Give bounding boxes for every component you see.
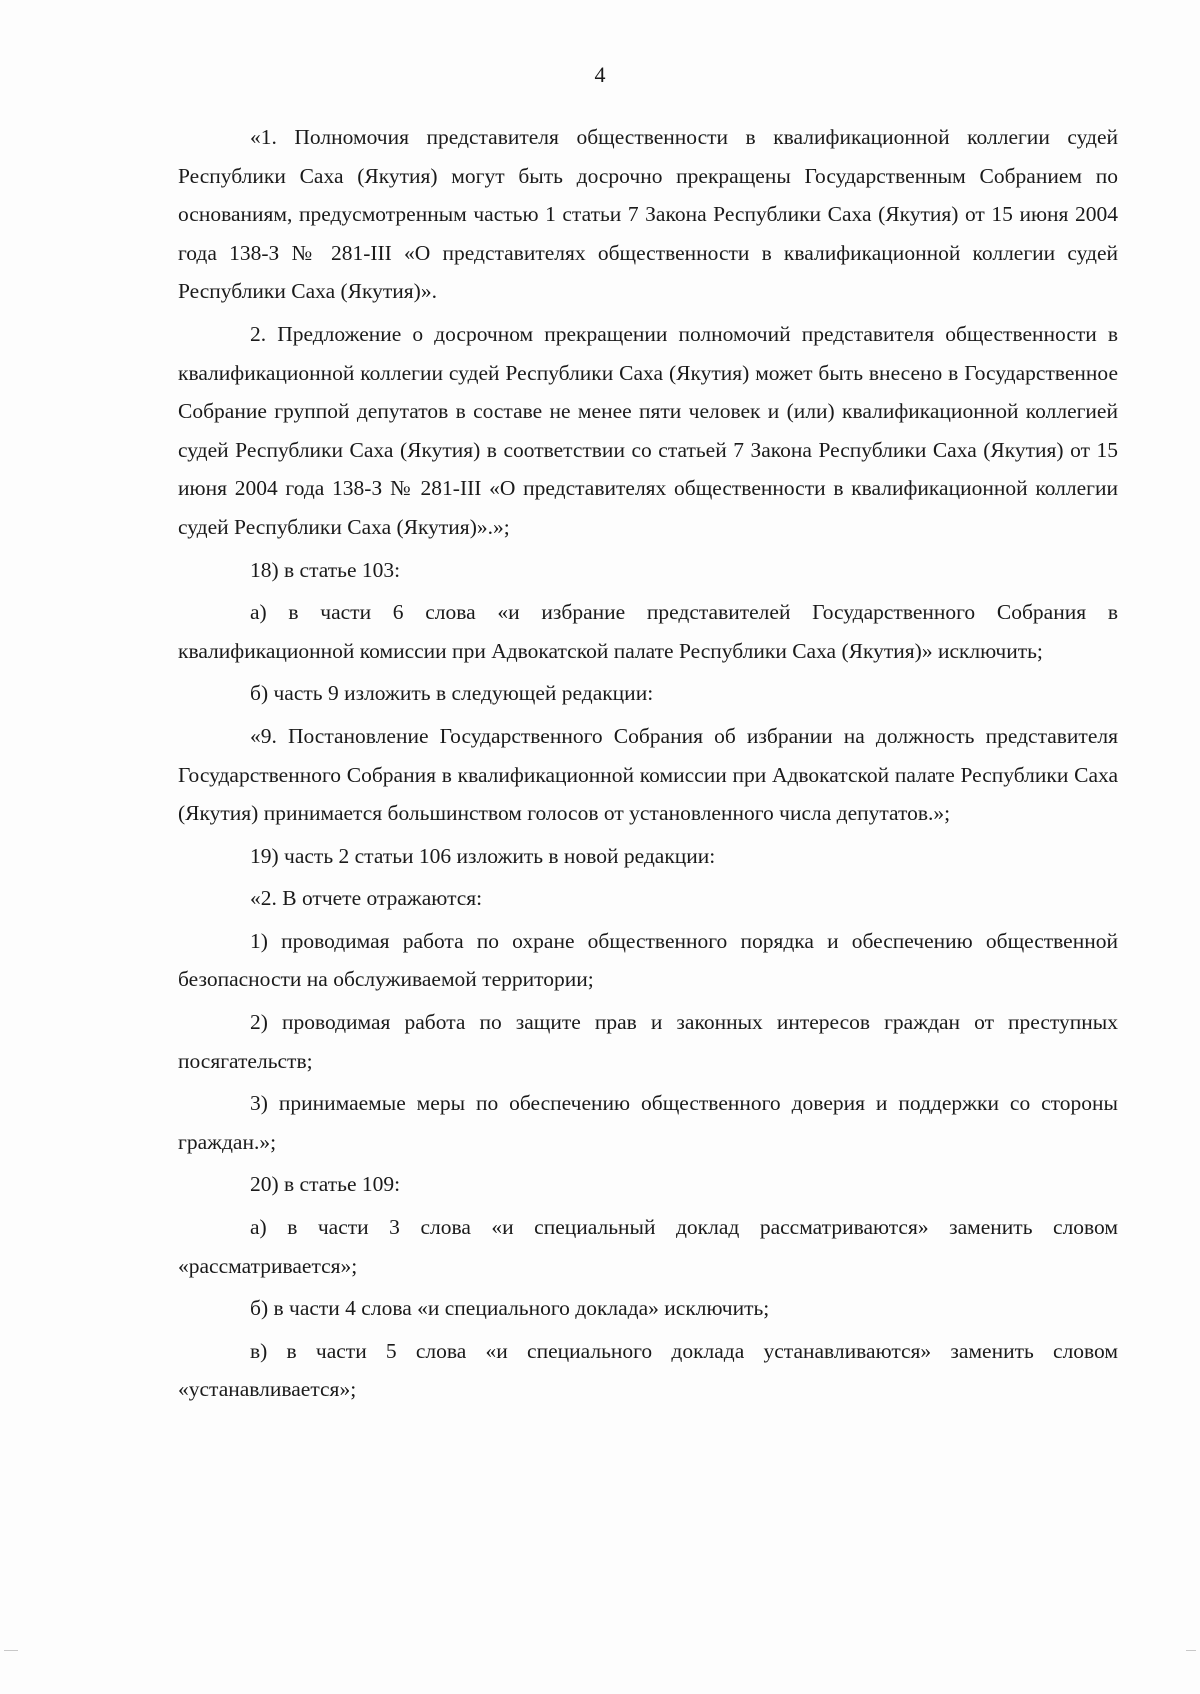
paragraph: 3) принимаемые меры по обеспечению общественного доверия и поддержки со стороны граждан.»;	[178, 1091, 1118, 1154]
paragraph: «1. Полномочия представителя общественности в квалификационной коллегии судей Республики Саха (Якутия) могут быть досрочно прекращены Государственным Собранием по основаниям, предусмотренным частью 1 статьи 7 Закона Республики Саха (Якутия) от 15 июня 2004 года 138-З № 281-III «О представителях общественности в квалификационной коллегии судей Республики Саха (Якутия)».	[178, 125, 1118, 304]
scan-artifact	[4, 1650, 18, 1651]
document-body	[178, 118, 1118, 1413]
paragraph: а) в части 6 слова «и избрание представителей Государственного Собрания в квалификационной комиссии при Адвокатской палате Республики Саха (Якутия)» исключить;	[178, 600, 1118, 663]
paragraph: б) в части 4 слова «и специального доклада» исключить;	[250, 1296, 770, 1321]
paragraph: 19) часть 2 статьи 106 изложить в новой редакции:	[250, 843, 716, 868]
paragraph: а) в части 3 слова «и специальный доклад рассматриваются» заменить словом «рассматривается»;	[178, 1215, 1118, 1278]
paragraph: «2. В отчете отражаются:	[250, 886, 483, 911]
page-number: 4	[594, 62, 606, 87]
paragraph: 2. Предложение о досрочном прекращении полномочий представителя общественности в квалификационной коллегии судей Республики Саха (Якутия) может быть внесено в Государственное Собрание группой депутатов в составе не менее пяти человек и (или) квалификационной коллегией судей Республики Саха (Якутия) в соответствии со статьей 7 Закона Республики Саха (Якутия) от 15 июня 2004 года 138-З № 281-III «О представителях общественности в квалификационной коллегии судей Республики Саха (Якутия)».»;	[178, 321, 1118, 539]
paragraph: «9. Постановление Государственного Собрания об избрании на должность представителя Государственного Собрания в квалификационной комиссии при Адвокатской палате Республики Саха (Якутия) принимается большинством голосов от установленного числа депутатов.»;	[178, 723, 1118, 826]
paragraph: 20) в статье 109:	[250, 1172, 401, 1197]
paragraph: 1) проводимая работа по охране общественного порядка и обеспечению общественной безопасности на обслуживаемой территории;	[178, 928, 1118, 992]
paragraph: в) в части 5 слова «и специального доклада устанавливаются» заменить словом «устанавливается»;	[178, 1338, 1118, 1402]
paragraph: б) часть 9 изложить в следующей редакции:	[250, 681, 654, 706]
paragraph: 18) в статье 103:	[250, 557, 401, 582]
paragraph: 2) проводимая работа по защите прав и законных интересов граждан от преступных посягательств;	[178, 1010, 1118, 1073]
scan-artifact	[1186, 1650, 1196, 1651]
